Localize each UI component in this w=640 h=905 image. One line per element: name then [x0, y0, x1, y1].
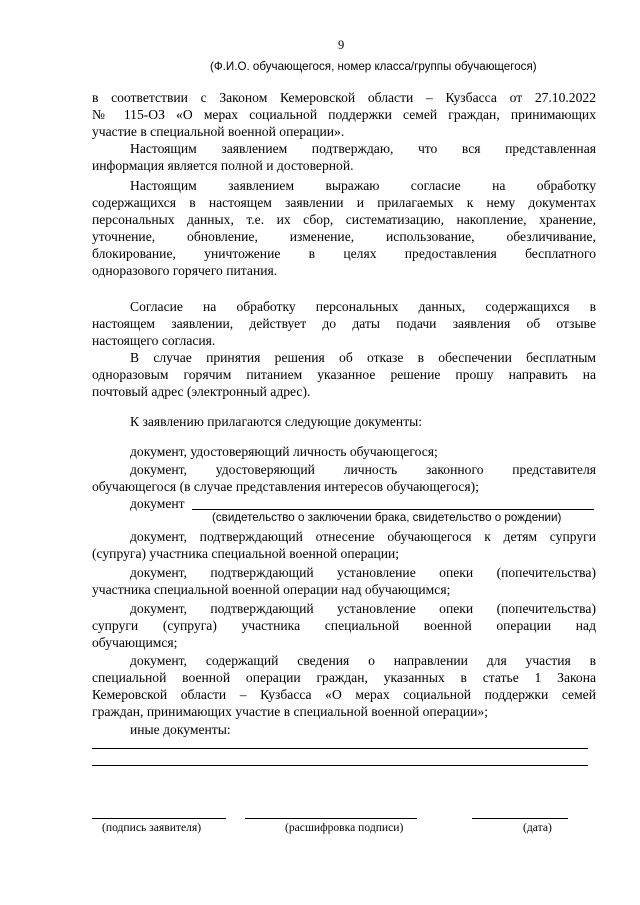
para3-line4: уточнение, обновление, изменение, использование, обезличивание,	[92, 229, 596, 244]
doc6-line3: обучающимся;	[92, 635, 178, 650]
doc5-line1: документ, подтверждающий установление опеки (попечительства)	[130, 565, 596, 580]
para3-line1: Настоящим заявлением выражаю согласие на обработку	[130, 178, 596, 193]
para4-line3: настоящего согласия.	[92, 333, 216, 348]
doc2-line1: документ, удостоверяющий личность законного представителя	[130, 462, 596, 477]
para1-line1: в соответствии с Законом Кемеровской области – Кузбасса от 27.10.2022	[92, 90, 596, 105]
other-docs-line-1	[92, 748, 588, 749]
doc2-line2: обучающегося (в случае представления интересов обучающегося);	[92, 479, 479, 494]
signature-caption: (подпись заявителя)	[102, 821, 202, 834]
attachments-intro: К заявлению прилагаются следующие документы:	[130, 414, 423, 429]
para5-line3: почтовый адрес (электронный адрес).	[92, 384, 311, 399]
other-docs-line-2	[92, 765, 588, 766]
doc6-line2: супруги (супруга) участника специальной военной операции над	[92, 618, 596, 633]
doc5-line2: участника специальной военной операции над обучающимся;	[92, 582, 451, 597]
para2-line1: Настоящим заявлением подтверждаю, что вся представленная	[130, 141, 596, 156]
doc3-label: документ	[130, 496, 185, 511]
signature-decoding-line	[245, 818, 417, 819]
other-docs-label: иные документы:	[130, 722, 231, 737]
doc7-line4: граждан, принимающих участие в специальной военной операции»;	[92, 704, 488, 719]
header-caption: (Ф.И.О. обучающегося, номер класса/группы обучающегося)	[210, 60, 537, 73]
doc1: документ, удостоверяющий личность обучающегося;	[130, 444, 438, 459]
doc7-line3: Кемеровской области – Кузбасса «О мерах социальной поддержки семей	[92, 687, 596, 702]
para3-line5: блокирование, уничтожение в целях предоставления бесплатного	[92, 246, 596, 261]
page-number: 9	[338, 38, 345, 52]
para2-line2: информация является полной и достоверной.	[92, 158, 354, 173]
date-line	[472, 818, 568, 819]
doc4-line1: документ, подтверждающий отнесение обучающегося к детям супруги	[130, 529, 596, 544]
para4-line1: Согласие на обработку персональных данных, содержащихся в	[130, 299, 596, 314]
para1-line3: участие в специальной военной операции».	[92, 124, 345, 139]
para1-line2: № 115-ОЗ «О мерах социальной поддержки семей граждан, принимающих	[92, 107, 596, 122]
date-caption: (дата)	[523, 821, 552, 834]
doc7-line2: специальной военной операции граждан, указанных в статье 1 Закона	[92, 670, 596, 685]
signature-line	[92, 818, 226, 819]
doc6-line1: документ, подтверждающий установление опеки (попечительства)	[130, 601, 596, 616]
doc7-line1: документ, содержащий сведения о направлении для участия в	[130, 653, 596, 668]
doc4-line2: (супруга) участника специальной военной операции;	[92, 546, 400, 561]
para4-line2: настоящем заявлении, действует до даты подачи заявления об отзыве	[92, 316, 596, 331]
para5-line2: одноразовым горячим питанием указанное решение прошу направить на	[92, 367, 596, 382]
para3-line2: содержащихся в настоящем заявлении и прилагаемых к нему документах	[92, 195, 596, 210]
para3-line6: одноразового горячего питания.	[92, 263, 278, 278]
para3-line3: персональных данных, т.е. их сбор, систематизацию, накопление, хранение,	[92, 212, 596, 227]
doc3-caption: (свидетельство о заключении брака, свидетельство о рождении)	[212, 511, 562, 524]
para5-line1: В случае принятия решения об отказе в обеспечении бесплатным	[130, 350, 596, 365]
doc3-fill-line	[192, 509, 594, 510]
signature-decoding-caption: (расшифровка подписи)	[285, 821, 404, 834]
